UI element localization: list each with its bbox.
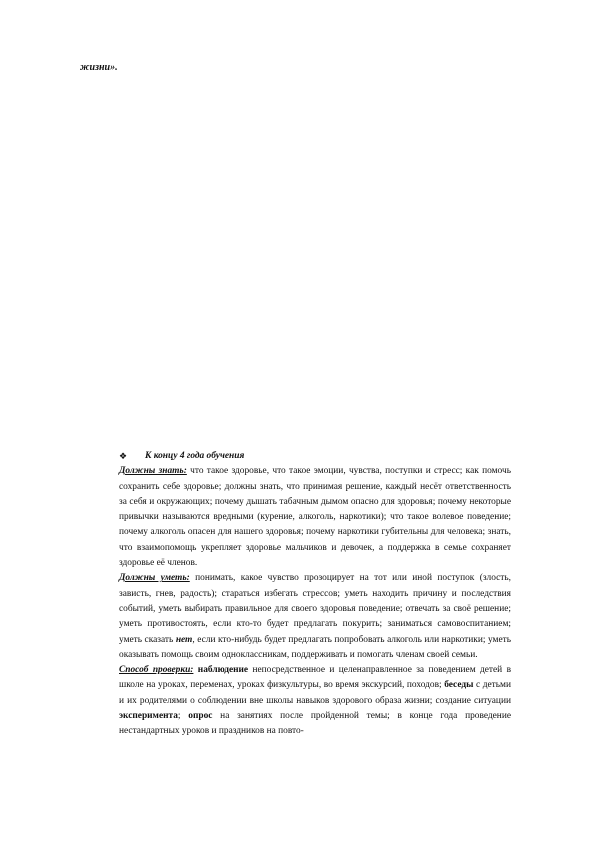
section-content: [119, 449, 511, 740]
word-net: нет: [175, 634, 193, 645]
text-check-3: ;: [177, 711, 189, 722]
diamond-bullet-icon: ❖: [119, 451, 128, 461]
word-survey: опрос: [188, 711, 213, 722]
previous-page-ending-text: жизни».: [80, 62, 118, 73]
section-heading-text: К концу 4 года обучения: [145, 451, 245, 461]
text-check-2: с детьми и их родителями о соблюдении вне школы навыков здорового образа жизни; создание ситуации: [119, 680, 511, 706]
text-should-know: что такое здоровье, что такое эмоции, чувства, поступки и стресс; как помочь сохранить себе здоровье; должны знать, что принимая решение, каждый несёт ответственность за себя и окружающих; почему дышать табачным дымом опасно для здоровья; почему некоторые привычки называются вредными (курение, алкоголь, наркотики); что такое волевое поведение; почему алкоголь опасен для нашего здоровья; почему наркотики губительны для человека; знать, что взаимопомощь укрепляет здоровье мальчиков и девочек, а поддержка в семье сохраняет здоровье её членов.: [119, 466, 511, 569]
paragraph-check-method: [119, 663, 511, 739]
text-check-4: на занятиях после пройденной темы; в конце года проведение нестандартных уроков и праздников на повто-: [119, 711, 512, 737]
text-should-be-able-2: , если кто-нибудь будет предлагать попробовать алкоголь или наркотики; уметь оказывать помощь своим одноклассникам, поддерживать и помогать членам своей семьи.: [119, 634, 511, 660]
word-conversations: беседы: [444, 680, 474, 691]
lead-check-method: Способ проверки:: [119, 665, 194, 676]
paragraph-should-know: [119, 464, 511, 571]
section-heading: [119, 449, 511, 464]
text-check-1: непосредственное и целенаправленное за поведением детей в школе на уроках, переменах, уроках физкультуры, во время экскурсий, походов;: [119, 665, 511, 691]
paragraph-should-be-able: [119, 571, 511, 663]
lead-should-be-able: Должны уметь:: [119, 573, 190, 584]
text-should-be-able-1: понимать, какое чувство прозоцирует на тот или иной поступок (злость, зависть, гнев, радость); стараться избегать стрессов; уметь находить причину и последствия событий, уметь выбирать правильное для своего здоровья поведение; отвечать за своё решение; уметь противостоять, если кто-то будет предлагать покурить; заниматься самовоспитанием; уметь сказать: [119, 573, 512, 645]
lead-should-know: Должны знать:: [119, 466, 187, 477]
word-experiment: эксперимента: [119, 711, 178, 722]
word-observation: наблюдение: [193, 665, 249, 676]
